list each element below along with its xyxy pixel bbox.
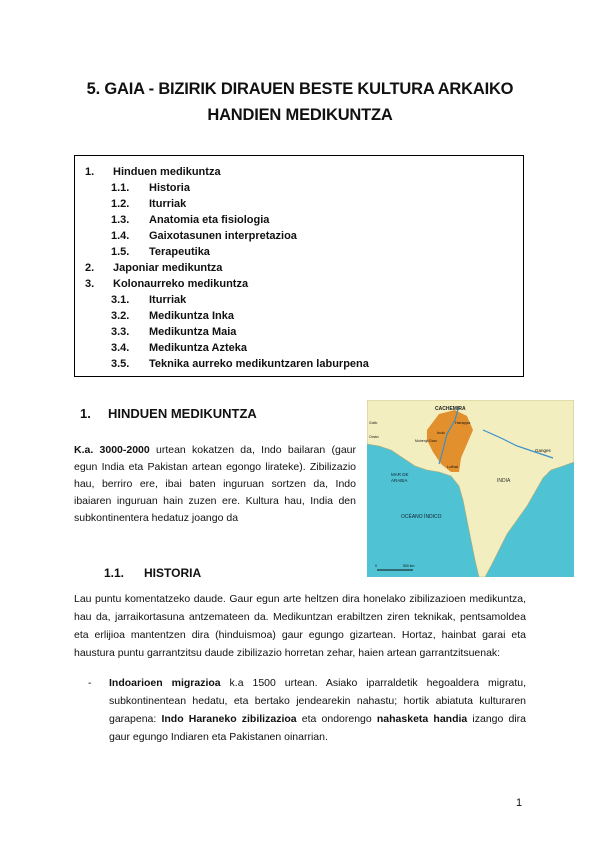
map-label-harappa: Harappa [455,420,471,425]
toc-item[interactable] [75,324,523,340]
map-label-cachemira: CACHEMIRA [435,406,466,412]
toc-item-label: Medikuntza Inka [149,310,234,322]
toc-item-number: 3. [85,278,95,290]
toc-item[interactable] [75,196,523,212]
toc-item-number: 3.2. [111,310,130,322]
title-line-1: 5. GAIA - BIZIRIK DIRAUEN BESTE KULTURA ARKAIKO [86,80,514,98]
toc-item-number: 1.4. [111,230,130,242]
bullet-bold-1: Indoarioen migrazioa [109,677,221,689]
section-heading-1 [80,406,257,421]
history-paragraph: Lau puntu komentatzeko daude. Gaur egun arte heltzen dira honelako zibilizazioen medikuntza, hau da, jarraikortasuna antzemateen da. Medikuntzan erabiltzen ziren teknikak, pentsamoldea eta erlijioa mantentzen dira (hinduismoa) gaur egungo gizartean. Hortaz, hainbat garai eta haustura puntu garrantzitsu daude zibilizazio horretan zehar, haien artean garrantzitsuenak: [74,593,526,659]
map-scale-0: 0 [375,564,377,568]
toc-item-number: 1.1. [111,182,130,194]
toc-item-number: 3.4. [111,342,130,354]
toc-item[interactable] [75,244,523,260]
intro-date: K.a. 3000-2000 [74,444,150,456]
toc-item[interactable] [75,308,523,324]
toc-item[interactable] [75,212,523,228]
toc-item-number: 1.3. [111,214,130,226]
intro-paragraph [74,442,356,527]
map-label-oman: Omán [369,435,379,439]
bullet-text-1: k.a 1500 urtean. Asiako iparraldetik hegoaldera migratu, subkontinentean hedatu, eta bertako jendearekin nahastu; hortik abiatuta kulturaren garapena: [109,677,526,725]
bullet-text [109,674,526,746]
map-label-mohenjo: Mohenjo Daro [415,439,437,443]
toc-item[interactable] [75,356,523,372]
toc-item-number: 1. [85,166,95,178]
toc-item-number: 3.3. [111,326,130,338]
toc-item-label: Japoniar medikuntza [113,262,223,274]
toc-item[interactable] [75,164,523,180]
map-label-oceano: OCÉANO ÍNDICO [401,514,442,520]
toc-item-label: Terapeutika [149,246,210,258]
intro-text: urtean kokatzen da, Indo bailaran (gaur egun India eta Pakistan artean egongo lirateke). Zibilizazio hau, berriro ere, ibai baten inguruan sortzen da, Indo ibaiaren inguruan hain zuzen ere. Kultura hau, India den subkontinentera hedatuz joango da [74,444,356,524]
toc-item-number: 3.1. [111,294,130,306]
map-graphic [367,400,574,577]
toc-item-label: Kolonaurreko medikuntza [113,278,249,290]
bullet-bold-3: nahasketa handia [376,713,468,725]
toc-item-label: Historia [149,182,190,194]
toc-item-label: Iturriak [149,294,187,306]
table-of-contents [74,155,524,377]
bullet-dash: - [88,677,92,689]
section-title: HISTORIA [144,566,202,580]
toc-item-label: Medikuntza Azteka [149,342,248,354]
section-number: 1.1. [104,566,125,580]
toc-item-label: Iturriak [149,198,187,210]
toc-item-label: Hinduen medikuntza [113,166,221,178]
bullet-text-3: izango dira gaur egungo Indiaren eta Pakistanen oinarrian. [109,713,526,743]
page-number: 1 [516,797,523,809]
map-label-golfo: Golfo [369,421,378,425]
toc-item[interactable] [75,276,523,292]
map-label-ganges: Ganges [535,448,551,453]
toc-item[interactable] [75,340,523,356]
toc-item-label: Gaixotasunen interpretazioa [149,230,297,242]
section-title: HINDUEN MEDIKUNTZA [108,406,257,421]
toc-item-number: 1.2. [111,198,130,210]
section-heading-1-1 [104,566,201,580]
toc-item-label: Medikuntza Maia [149,326,237,338]
map-label-india: INDIA [497,478,511,484]
toc-item-number: 2. [85,262,95,274]
toc-item-label: Anatomia eta fisiologia [149,214,270,226]
toc-item-number: 3.5. [111,358,130,370]
section-number: 1. [80,406,91,421]
map-label-indo: Indo [437,430,445,435]
page-title [60,76,540,128]
toc-item-label: Teknika aurreko medikuntzaren laburpena [149,358,369,370]
bullet-bold-2: Indo Haraneko zibilizazioa [161,713,297,725]
toc-item-number: 1.5. [111,246,130,258]
toc-item[interactable] [75,228,523,244]
bullet-list-item [88,674,526,746]
title-line-2: HANDIEN MEDIKUNTZA [207,106,393,124]
map-label-lothal: Lothal [447,464,458,469]
map-label-mar-de: MAR DE [391,472,409,477]
toc-item[interactable] [75,260,523,276]
map-scale-500: 500 km [403,564,415,568]
bullet-text-2: eta ondorengo [296,713,377,725]
map-label-arabia: ARABIA [391,478,408,483]
toc-item[interactable] [75,180,523,196]
indus-valley-map [367,400,574,577]
toc-item[interactable] [75,292,523,308]
